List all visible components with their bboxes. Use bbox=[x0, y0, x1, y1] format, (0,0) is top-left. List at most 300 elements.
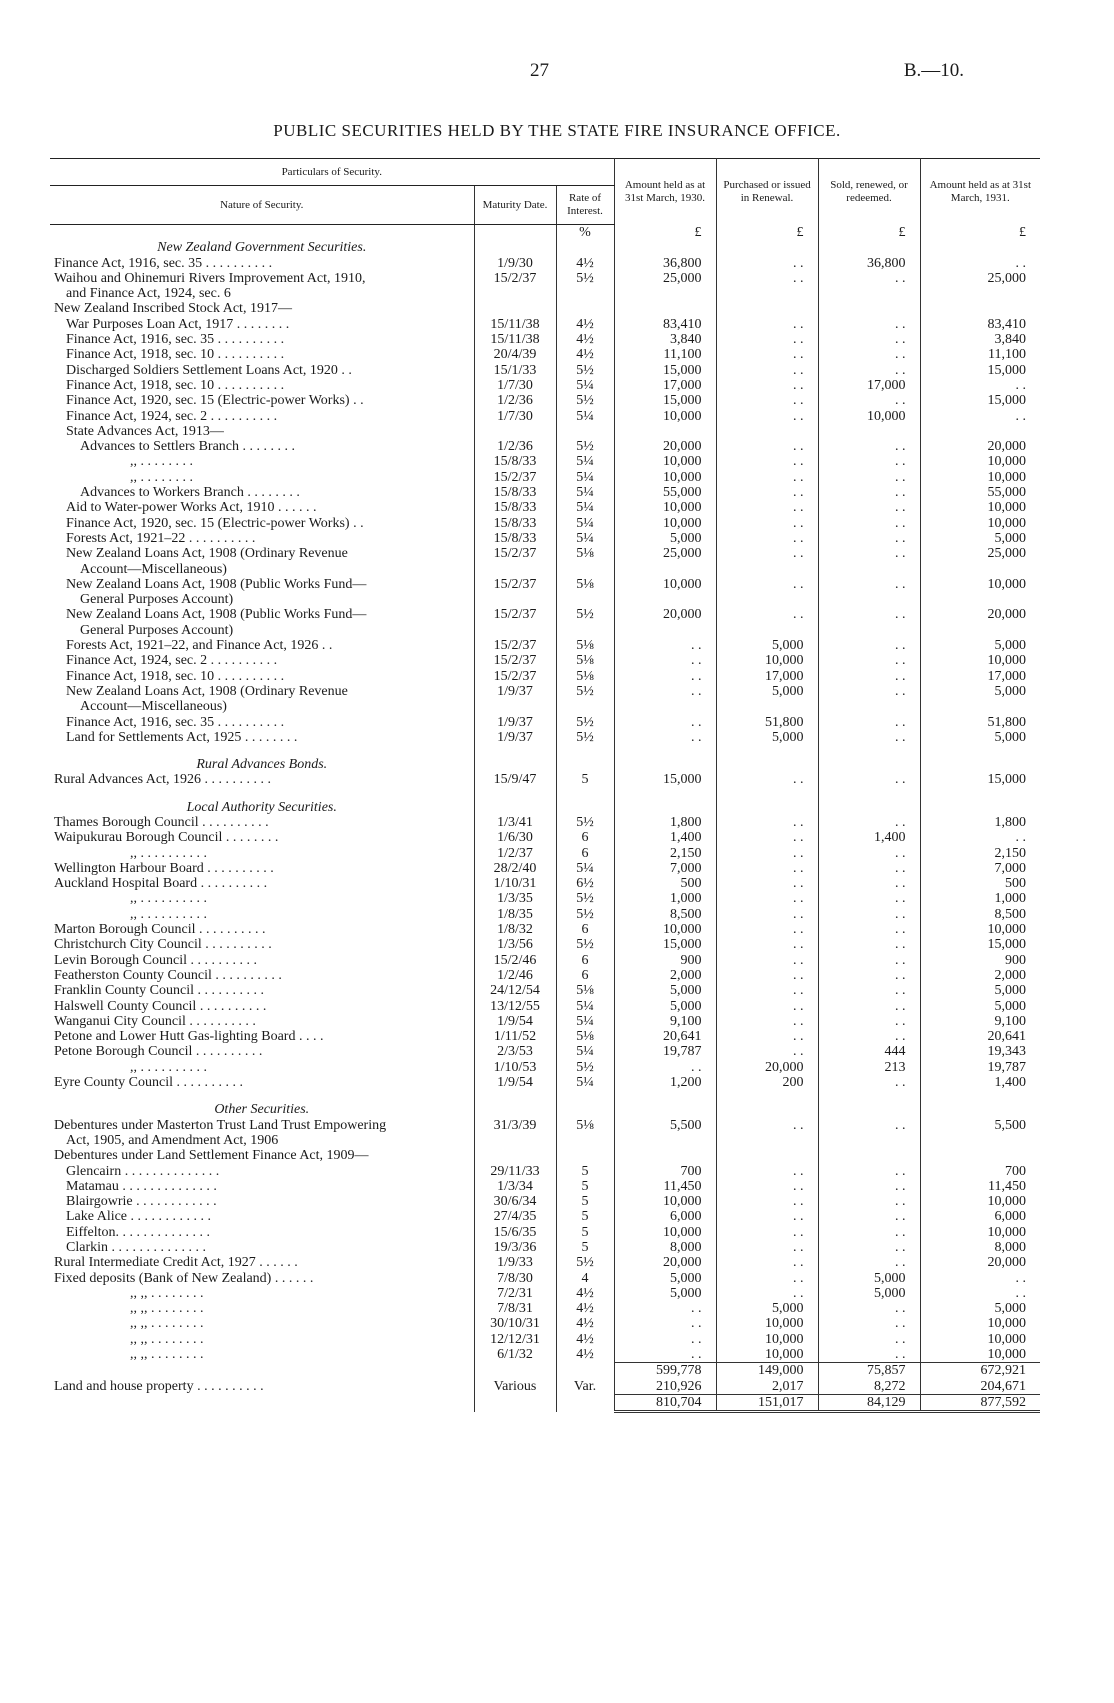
cell-purchased: . . bbox=[716, 1194, 818, 1209]
cell-nature: Account—Miscellaneous) bbox=[50, 699, 474, 714]
cell-rate: 5½ bbox=[556, 271, 614, 286]
cell-purchased: . . bbox=[716, 1225, 818, 1240]
table-row bbox=[50, 500, 1040, 515]
cell-purchased: 51,800 bbox=[716, 715, 818, 730]
cell-rate bbox=[556, 286, 614, 301]
cell-amount-1931 bbox=[920, 1102, 1040, 1117]
cell-sold: . . bbox=[818, 1347, 920, 1363]
cell-nature: Lake Alice . . . . . . . . . . . . bbox=[50, 1209, 474, 1224]
table-row bbox=[50, 983, 1040, 998]
table-row bbox=[50, 301, 1040, 316]
cell-sold: . . bbox=[818, 937, 920, 952]
cell-maturity bbox=[474, 757, 556, 772]
table-row bbox=[50, 378, 1040, 393]
cell-sold: . . bbox=[818, 1014, 920, 1029]
cell-maturity: 1/2/46 bbox=[474, 968, 556, 983]
cell-amount-1930: 9,100 bbox=[614, 1014, 716, 1029]
cell-nature: Featherston County Council . . . . . . . . . . bbox=[50, 968, 474, 983]
table-row bbox=[50, 815, 1040, 830]
cell-amount-1931: . . bbox=[1015, 1285, 1027, 1301]
table-row bbox=[50, 1164, 1040, 1179]
cell-amount-1931 bbox=[920, 286, 1040, 301]
cell-amount-1931: 55,000 bbox=[987, 485, 1027, 501]
cell-nature: Eyre County Council . . . . . . . . . . bbox=[50, 1075, 474, 1090]
cell-maturity: 6/1/32 bbox=[474, 1347, 556, 1363]
cell-rate: 5¼ bbox=[556, 485, 614, 500]
cell-maturity: 1/3/56 bbox=[474, 937, 556, 952]
cell-amount-1931 bbox=[920, 623, 1040, 638]
cell-amount-1930 bbox=[614, 623, 716, 638]
cell-maturity: 19/3/36 bbox=[474, 1240, 556, 1255]
cell-amount-1930: . . bbox=[614, 1347, 716, 1363]
table-row bbox=[50, 1271, 1040, 1286]
cell-amount-1931: 6,000 bbox=[994, 1209, 1027, 1225]
cell-maturity: 15/2/37 bbox=[474, 638, 556, 653]
cell-maturity: 1/7/30 bbox=[474, 378, 556, 393]
cell-rate: 6 bbox=[556, 968, 614, 983]
cell-amount-1930: 3,840 bbox=[614, 332, 716, 347]
cell-amount-1930: 25,000 bbox=[614, 271, 716, 286]
cell-nature: New Zealand Loans Act, 1908 (Ordinary Revenue bbox=[50, 684, 474, 699]
cell-sold: . . bbox=[818, 393, 920, 408]
cell-purchased: . . bbox=[716, 1209, 818, 1224]
cell-nature: Finance Act, 1916, sec. 35 . . . . . . . . . . bbox=[50, 715, 474, 730]
table-row bbox=[50, 907, 1040, 922]
cell-maturity bbox=[474, 745, 556, 757]
cell-rate bbox=[556, 757, 614, 772]
cell-rate bbox=[556, 1133, 614, 1148]
table-row bbox=[50, 715, 1040, 730]
cell-sold: . . bbox=[818, 772, 920, 787]
cell-rate: 5⅛ bbox=[556, 983, 614, 998]
cell-nature: Finance Act, 1918, sec. 10 . . . . . . . . . . bbox=[50, 347, 474, 362]
page-header bbox=[0, 60, 1114, 90]
cell-rate bbox=[556, 788, 614, 800]
cell-amount-1931: 25,000 bbox=[987, 546, 1027, 562]
cell-sold: . . bbox=[818, 1301, 920, 1316]
cell-nature: New Zealand Loans Act, 1908 (Public Works Fund— bbox=[50, 607, 474, 622]
cell-purchased: . . bbox=[716, 271, 818, 286]
cell-amount-1931: 10,000 bbox=[987, 1194, 1027, 1210]
cell-rate: 5¼ bbox=[556, 999, 614, 1014]
cell-maturity: 1/3/35 bbox=[474, 891, 556, 906]
cell-maturity bbox=[474, 240, 556, 255]
cell-sold bbox=[818, 286, 920, 301]
cell-purchased: . . bbox=[716, 922, 818, 937]
unit-rate: % bbox=[556, 225, 614, 241]
cell-amount-1931: 10,000 bbox=[987, 454, 1027, 470]
cell-amount-1930: 8,500 bbox=[614, 907, 716, 922]
cell-amount-1931: . . bbox=[1015, 255, 1027, 271]
cell-rate: 5½ bbox=[556, 393, 614, 408]
cell-nature: Finance Act, 1916, sec. 35 . . . . . . . . . . bbox=[50, 332, 474, 347]
cell-rate: 4½ bbox=[556, 1316, 614, 1331]
cell-maturity: 1/6/30 bbox=[474, 830, 556, 845]
cell-sold bbox=[818, 623, 920, 638]
cell-rate: 5¼ bbox=[556, 470, 614, 485]
cell-nature: ,, . . . . . . . . . . bbox=[50, 907, 474, 922]
cell-nature: Christchurch City Council . . . . . . . . . . bbox=[50, 937, 474, 952]
cell-purchased bbox=[716, 623, 818, 638]
cell-rate: 4½ bbox=[556, 347, 614, 362]
table-row bbox=[50, 1118, 1040, 1133]
cell-maturity: 1/11/52 bbox=[474, 1029, 556, 1044]
cell-amount-1930: . . bbox=[614, 1316, 716, 1331]
cell-amount-1930: 17,000 bbox=[614, 378, 716, 393]
cell-nature: Marton Borough Council . . . . . . . . . . bbox=[50, 922, 474, 937]
cell-rate: 5¼ bbox=[556, 500, 614, 515]
cell-nature: Petone Borough Council . . . . . . . . . . bbox=[50, 1044, 474, 1059]
cell-rate: 5¼ bbox=[556, 531, 614, 546]
cell-amount-1930: 5,000 bbox=[614, 1271, 716, 1286]
cell-maturity: 30/6/34 bbox=[474, 1194, 556, 1209]
cell-sold: . . bbox=[818, 1240, 920, 1255]
cell-amount-1930 bbox=[614, 424, 716, 439]
header-rate: Rate of Interest. bbox=[556, 186, 614, 225]
cell-amount-1930 bbox=[614, 699, 716, 714]
cell-nature: Halswell County Council . . . . . . . . . . bbox=[50, 999, 474, 1014]
table-body bbox=[50, 225, 1040, 1412]
cell-maturity: 1/9/33 bbox=[474, 1255, 556, 1270]
cell-amount-1930 bbox=[614, 757, 716, 772]
cell-rate: 5⅛ bbox=[556, 669, 614, 684]
cell-rate bbox=[556, 699, 614, 714]
cell-maturity: 24/12/54 bbox=[474, 983, 556, 998]
cell-purchased: . . bbox=[716, 1286, 818, 1301]
cell-amount-1931: 700 bbox=[1005, 1163, 1027, 1179]
page-number: 27 bbox=[530, 60, 549, 81]
cell-rate: 6 bbox=[556, 953, 614, 968]
cell-purchased: . . bbox=[716, 500, 818, 515]
cell-amount-1931 bbox=[920, 240, 1040, 255]
cell-purchased: 5,000 bbox=[716, 730, 818, 745]
table-row bbox=[50, 1029, 1040, 1044]
cell-maturity: 15/2/37 bbox=[474, 577, 556, 592]
cell-amount-1930: 5,000 bbox=[614, 999, 716, 1014]
cell-sold: . . bbox=[818, 1075, 920, 1090]
cell-amount-1930: 8,000 bbox=[614, 1240, 716, 1255]
table-row bbox=[50, 1347, 1040, 1363]
cell-maturity bbox=[474, 800, 556, 815]
cell-amount-1931: 15,000 bbox=[987, 393, 1027, 409]
cell-maturity: 1/3/41 bbox=[474, 815, 556, 830]
cell-nature: Finance Act, 1916, sec. 35 . . . . . . . . . . bbox=[50, 256, 474, 271]
cell-purchased: . . bbox=[716, 347, 818, 362]
cell-amount-1931: 25,000 bbox=[987, 270, 1027, 286]
cell-sold: . . bbox=[818, 516, 920, 531]
cell-purchased: . . bbox=[716, 953, 818, 968]
cell-purchased: . . bbox=[716, 1044, 818, 1059]
cell-sold bbox=[818, 1133, 920, 1148]
cell-rate: 6 bbox=[556, 830, 614, 845]
cell-purchased: . . bbox=[716, 409, 818, 424]
cell-amount-1930: . . bbox=[614, 684, 716, 699]
cell-amount-1931: 1,000 bbox=[994, 891, 1027, 907]
cell-sold bbox=[818, 1090, 920, 1102]
cell-maturity: 15/8/33 bbox=[474, 500, 556, 515]
cell-sold: . . bbox=[818, 271, 920, 286]
cell-purchased bbox=[716, 240, 818, 255]
cell-amount-1930: 10,000 bbox=[614, 516, 716, 531]
cell-amount-1931: 20,000 bbox=[987, 1255, 1027, 1271]
cell-purchased: 149,000 bbox=[716, 1363, 818, 1379]
cell-nature: War Purposes Loan Act, 1917 . . . . . . . . bbox=[50, 317, 474, 332]
table-row bbox=[50, 286, 1040, 301]
cell-amount-1931: . . bbox=[1015, 408, 1027, 424]
cell-nature: Act, 1905, and Amendment Act, 1906 bbox=[50, 1133, 474, 1148]
cell-amount-1930: 15,000 bbox=[614, 363, 716, 378]
table-row bbox=[50, 271, 1040, 286]
cell-maturity: 1/2/36 bbox=[474, 439, 556, 454]
cell-amount-1931: 17,000 bbox=[987, 668, 1027, 684]
cell-rate: 5½ bbox=[556, 937, 614, 952]
cell-sold bbox=[818, 757, 920, 772]
cell-rate bbox=[556, 623, 614, 638]
cell-maturity: 1/7/30 bbox=[474, 409, 556, 424]
cell-amount-1930: 210,926 bbox=[614, 1379, 716, 1395]
table-row bbox=[50, 638, 1040, 653]
cell-rate: Var. bbox=[556, 1379, 614, 1395]
cell-nature: Wellington Harbour Board . . . . . . . . . . bbox=[50, 861, 474, 876]
table-row bbox=[50, 699, 1040, 714]
cell-sold: . . bbox=[818, 861, 920, 876]
cell-nature: Waipukurau Borough Council . . . . . . . . bbox=[50, 830, 474, 845]
cell-purchased bbox=[716, 788, 818, 800]
cell-rate: 5¼ bbox=[556, 516, 614, 531]
cell-amount-1931: 2,150 bbox=[994, 845, 1027, 861]
table-row bbox=[50, 772, 1040, 787]
cell-maturity: 15/8/33 bbox=[474, 454, 556, 469]
spacer-row bbox=[50, 745, 1040, 757]
cell-sold: . . bbox=[818, 953, 920, 968]
cell-rate: 5½ bbox=[556, 684, 614, 699]
cell-amount-1930: 25,000 bbox=[614, 546, 716, 561]
cell-purchased: 151,017 bbox=[716, 1394, 818, 1411]
table-row bbox=[50, 1148, 1040, 1163]
cell-purchased bbox=[716, 800, 818, 815]
cell-amount-1930: 700 bbox=[614, 1164, 716, 1179]
cell-amount-1931: 5,000 bbox=[994, 729, 1027, 745]
cell-rate bbox=[556, 1394, 614, 1411]
cell-rate bbox=[556, 424, 614, 439]
cell-purchased: 5,000 bbox=[716, 638, 818, 653]
table-row bbox=[50, 1014, 1040, 1029]
table-row bbox=[50, 592, 1040, 607]
table-row bbox=[50, 531, 1040, 546]
cell-rate: 5½ bbox=[556, 891, 614, 906]
cell-sold: . . bbox=[818, 968, 920, 983]
cell-purchased: . . bbox=[716, 1164, 818, 1179]
cell-maturity: 2/3/53 bbox=[474, 1044, 556, 1059]
cell-nature: Forests Act, 1921–22 . . . . . . . . . . bbox=[50, 531, 474, 546]
cell-amount-1931: 5,000 bbox=[994, 983, 1027, 999]
table-row bbox=[50, 891, 1040, 906]
cell-amount-1931: 5,000 bbox=[994, 1301, 1027, 1317]
cell-amount-1930 bbox=[614, 1090, 716, 1102]
table-row bbox=[50, 953, 1040, 968]
cell-purchased: 200 bbox=[716, 1075, 818, 1090]
cell-rate: 5½ bbox=[556, 1255, 614, 1270]
cell-amount-1931 bbox=[920, 592, 1040, 607]
cell-nature: ,, ,, . . . . . . . . bbox=[50, 1301, 474, 1316]
table-row bbox=[50, 1133, 1040, 1148]
cell-nature: General Purposes Account) bbox=[50, 592, 474, 607]
cell-purchased: . . bbox=[716, 439, 818, 454]
cell-amount-1931: 20,000 bbox=[987, 439, 1027, 455]
cell-nature: Debentures under Masterton Trust Land Trust Empowering bbox=[50, 1118, 474, 1133]
cell-amount-1931: 1,800 bbox=[994, 814, 1027, 830]
cell-maturity: 15/2/37 bbox=[474, 546, 556, 561]
cell-amount-1931: 5,000 bbox=[994, 530, 1027, 546]
cell-amount-1930 bbox=[614, 800, 716, 815]
cell-maturity: 30/10/31 bbox=[474, 1316, 556, 1331]
cell-nature: Finance Act, 1918, sec. 10 . . . . . . . . . . bbox=[50, 378, 474, 393]
cell-purchased bbox=[716, 592, 818, 607]
cell-amount-1930: . . bbox=[614, 1301, 716, 1316]
cell-nature: Petone and Lower Hutt Gas-lighting Board . . . . bbox=[50, 1029, 474, 1044]
cell-rate bbox=[556, 745, 614, 757]
cell-rate: 5½ bbox=[556, 363, 614, 378]
cell-maturity: 1/2/37 bbox=[474, 846, 556, 861]
cell-maturity: 1/10/31 bbox=[474, 876, 556, 891]
table-row bbox=[50, 409, 1040, 424]
securities-table bbox=[50, 158, 1040, 1413]
cell-purchased: 10,000 bbox=[716, 1316, 818, 1331]
cell-purchased: . . bbox=[716, 861, 818, 876]
cell-sold bbox=[818, 1102, 920, 1117]
cell-amount-1930: 1,800 bbox=[614, 815, 716, 830]
header-sold: Sold, renewed, or redeemed. bbox=[818, 159, 920, 225]
cell-amount-1930: 1,000 bbox=[614, 891, 716, 906]
cell-rate: 4½ bbox=[556, 332, 614, 347]
section-heading: Other Securities. bbox=[50, 1102, 474, 1117]
table-row bbox=[50, 1194, 1040, 1209]
grand-total-row bbox=[50, 1394, 1040, 1411]
cell-nature: Finance Act, 1924, sec. 2 . . . . . . . . . . bbox=[50, 653, 474, 668]
cell-purchased bbox=[716, 1102, 818, 1117]
cell-sold bbox=[818, 699, 920, 714]
cell-sold: . . bbox=[818, 485, 920, 500]
cell-amount-1930: 1,400 bbox=[614, 830, 716, 845]
cell-amount-1930: 10,000 bbox=[614, 922, 716, 937]
cell-maturity: 1/9/37 bbox=[474, 730, 556, 745]
cell-sold: . . bbox=[818, 500, 920, 515]
cell-purchased: . . bbox=[716, 846, 818, 861]
cell-amount-1930: 2,150 bbox=[614, 846, 716, 861]
document-title: PUBLIC SECURITIES HELD BY THE STATE FIRE INSURANCE OFFICE. bbox=[273, 121, 841, 140]
cell-amount-1930: 5,000 bbox=[614, 1286, 716, 1301]
cell-rate: 5⅛ bbox=[556, 653, 614, 668]
cell-nature: General Purposes Account) bbox=[50, 623, 474, 638]
cell-amount-1931: 10,000 bbox=[987, 653, 1027, 669]
cell-amount-1930: . . bbox=[614, 1332, 716, 1347]
table-row bbox=[50, 607, 1040, 622]
cell-rate: 5½ bbox=[556, 439, 614, 454]
cell-sold: . . bbox=[818, 684, 920, 699]
table-row bbox=[50, 454, 1040, 469]
cell-amount-1931: 3,840 bbox=[994, 332, 1027, 348]
cell-sold: . . bbox=[818, 922, 920, 937]
section-heading-row bbox=[50, 757, 1040, 772]
cell-nature bbox=[50, 745, 474, 757]
cell-purchased: 17,000 bbox=[716, 669, 818, 684]
cell-rate: 6½ bbox=[556, 876, 614, 891]
cell-maturity: 1/9/37 bbox=[474, 684, 556, 699]
cell-rate bbox=[556, 562, 614, 577]
table-row bbox=[50, 684, 1040, 699]
cell-maturity: 1/9/37 bbox=[474, 715, 556, 730]
header-amount-1930: Amount held as at 31st March, 1930. bbox=[614, 159, 716, 225]
cell-maturity bbox=[474, 301, 556, 316]
cell-maturity bbox=[474, 1394, 556, 1411]
cell-purchased: . . bbox=[716, 363, 818, 378]
cell-nature: ,, ,, . . . . . . . . bbox=[50, 1332, 474, 1347]
cell-maturity: 1/10/53 bbox=[474, 1060, 556, 1075]
cell-rate: 4½ bbox=[556, 1301, 614, 1316]
cell-rate: 5 bbox=[556, 772, 614, 787]
table-row bbox=[50, 1286, 1040, 1301]
cell-amount-1931: 672,921 bbox=[920, 1363, 1040, 1379]
cell-purchased: . . bbox=[716, 454, 818, 469]
cell-rate: 4 bbox=[556, 1271, 614, 1286]
cell-sold bbox=[818, 562, 920, 577]
cell-rate bbox=[556, 1090, 614, 1102]
cell-amount-1930: . . bbox=[614, 715, 716, 730]
cell-purchased: . . bbox=[716, 1240, 818, 1255]
table-row bbox=[50, 256, 1040, 271]
cell-amount-1931: 8,500 bbox=[994, 906, 1027, 922]
cell-rate: 5⅛ bbox=[556, 1118, 614, 1133]
cell-maturity bbox=[474, 788, 556, 800]
cell-amount-1931: 11,100 bbox=[988, 347, 1027, 363]
cell-maturity: 7/8/30 bbox=[474, 1271, 556, 1286]
table-row bbox=[50, 347, 1040, 362]
cell-maturity: 15/11/38 bbox=[474, 332, 556, 347]
table-row bbox=[50, 562, 1040, 577]
cell-nature: Land and house property . . . . . . . . . . bbox=[50, 1379, 474, 1395]
cell-amount-1930: 19,787 bbox=[614, 1044, 716, 1059]
cell-purchased: . . bbox=[716, 317, 818, 332]
cell-maturity: 1/2/36 bbox=[474, 393, 556, 408]
cell-amount-1930 bbox=[614, 286, 716, 301]
cell-sold: . . bbox=[818, 669, 920, 684]
cell-amount-1931: 51,800 bbox=[987, 714, 1027, 730]
cell-purchased bbox=[716, 301, 818, 316]
cell-purchased: 5,000 bbox=[716, 1301, 818, 1316]
cell-amount-1931: 20,641 bbox=[987, 1029, 1027, 1045]
cell-maturity: 13/12/55 bbox=[474, 999, 556, 1014]
table-row bbox=[50, 922, 1040, 937]
table-row bbox=[50, 1379, 1040, 1395]
cell-sold: . . bbox=[818, 1255, 920, 1270]
unit-maturity bbox=[474, 225, 556, 241]
cell-amount-1931: 7,000 bbox=[994, 860, 1027, 876]
cell-amount-1930: 11,100 bbox=[614, 347, 716, 362]
cell-maturity: 1/9/54 bbox=[474, 1014, 556, 1029]
cell-maturity: 7/8/31 bbox=[474, 1301, 556, 1316]
section-heading-row bbox=[50, 800, 1040, 815]
cell-maturity: 1/3/34 bbox=[474, 1179, 556, 1194]
cell-maturity bbox=[474, 623, 556, 638]
cell-sold: . . bbox=[818, 439, 920, 454]
table-row bbox=[50, 1075, 1040, 1090]
cell-purchased bbox=[716, 1090, 818, 1102]
cell-maturity: 20/4/39 bbox=[474, 347, 556, 362]
cell-sold: . . bbox=[818, 907, 920, 922]
cell-amount-1930: . . bbox=[614, 669, 716, 684]
cell-maturity: 15/8/33 bbox=[474, 531, 556, 546]
cell-amount-1931: 10,000 bbox=[987, 1224, 1027, 1240]
